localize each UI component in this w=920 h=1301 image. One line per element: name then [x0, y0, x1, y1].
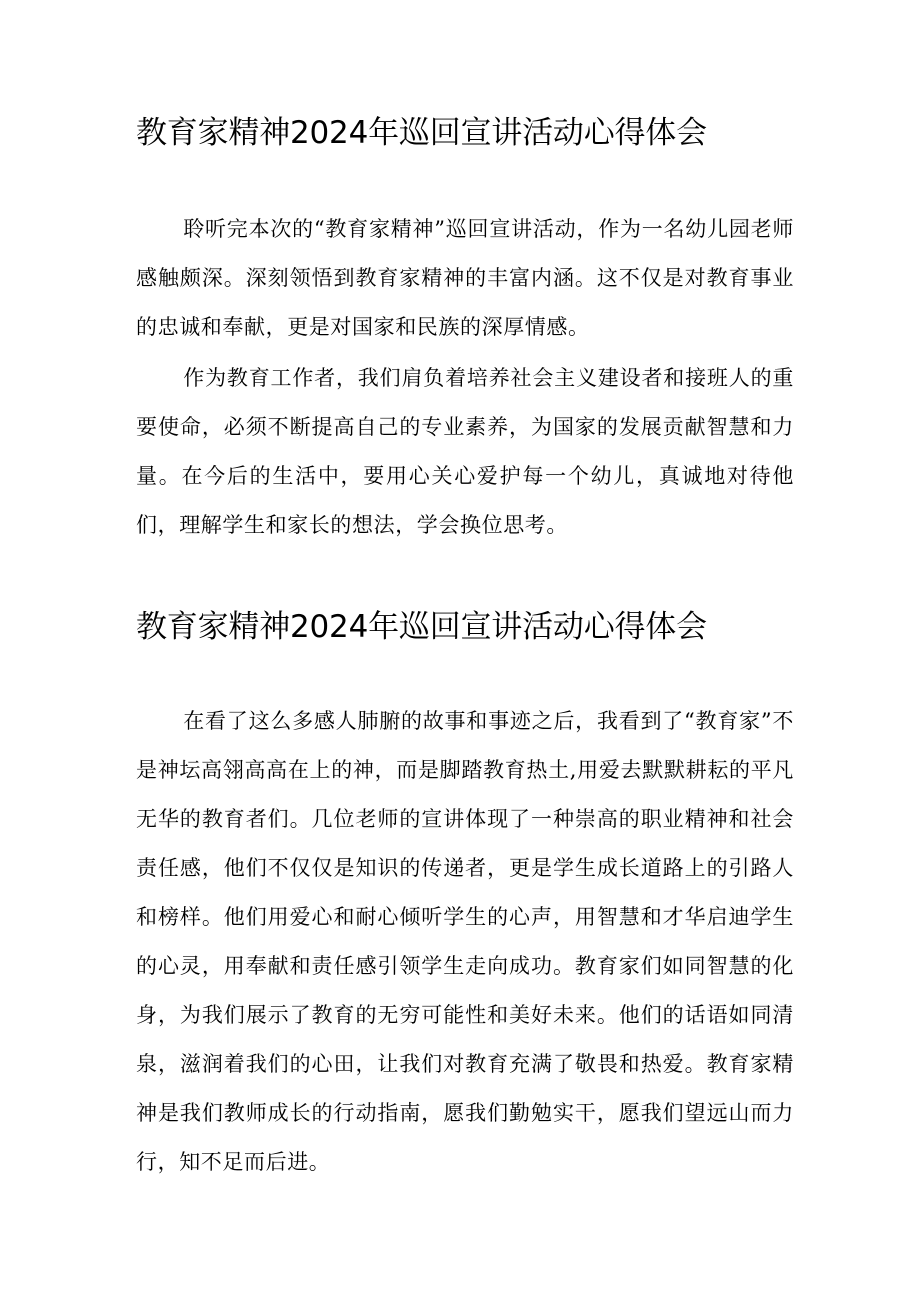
paragraph: 在看了这么多感人肺腑的故事和事迹之后，我看到了“教育家”不是神坛高翎高高在上的神，而是脚踏教育热土,用爱去默默耕耘的平凡无华的教育者们。几位老师的宣讲体现了一种崇高的职业精神和社会责任感，他们不仅仅是知识的传递者，更是学生成长道路上的引路人和榜样。他们用爱心和耐心倾听学生的心声，用智慧和才华启迪学生的心灵，用奉献和责任感引领学生走向成功。教育家们如同智慧的化身，为我们展示了教育的无穷可能性和美好未来。他们的话语如同清泉，滋润着我们的心田，让我们对教育充满了敬畏和热爱。教育家精神是我们教师成长的行动指南，愿我们勤勉实干，愿我们望远山而力行，知不足而后进。	[136, 709, 794, 1174]
article-title: 教育家精神2024年巡回宣讲活动心得体会	[136, 609, 707, 645]
article-section-2	[136, 604, 794, 1187]
paragraph: 聆听完本次的“教育家精神”巡回宣讲活动，作为一名幼儿园老师感触颇深。深刻领悟到教育家精神的丰富内涵。这不仅是对教育事业的忠诚和奉献，更是对国家和民族的深厚情感。	[136, 217, 794, 339]
paragraph: 作为教育工作者，我们肩负着培养社会主义建设者和接班人的重要使命，必须不断提高自己的专业素养，为国家的发展贡献智慧和力量。在今后的生活中，要用心关心爱护每一个幼儿，真诚地对待他们，理解学生和家长的想法，学会换位思考。	[136, 366, 794, 537]
article-body	[136, 697, 794, 1187]
article-title: 教育家精神2024年巡回宣讲活动心得体会	[136, 115, 707, 151]
article-section-1	[136, 110, 794, 550]
article-body	[136, 205, 794, 550]
